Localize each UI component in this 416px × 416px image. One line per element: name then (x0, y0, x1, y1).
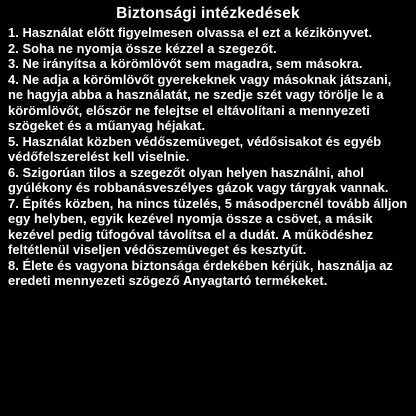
instruction-item-5: 5. Használat közben védőszemüveget, védősisakot és egyéb védőfelszerelést kell viselnie. (8, 133, 382, 164)
instruction-item-3: 3. Ne irányítsa a körömlövőt sem magadra, sem másokra. (8, 56, 363, 71)
instruction-item-2: 2. Soha ne nyomja össze kézzel a szegezőt. (8, 40, 277, 56)
instruction-item-4: 4. Ne adja a körömlövőt gyerekeknek vagy másoknak játszani, ne hagyja abba a használatát, ne szedje szét vagy törölje le a körömlövőt, először ne felejtse el eltávolítani a mennyezeti szögeket és a műanyag héjakat. (8, 71, 392, 133)
instruction-item-6: 6. Szigorúan tilos a szegezőt olyan helyen használni, ahol gyúlékony és robbanásveszélyes gázok vagy tárgyak vannak. (8, 164, 389, 195)
instruction-item-8: 8. Élete és vagyona biztonsága érdekében kérjük, használja az eredeti mennyezeti szögező Anyagtartó termékeket. (8, 257, 393, 288)
instruction-list (8, 25, 408, 289)
instruction-item-7: 7. Építés közben, ha nincs tüzelés, 5 másodpercnél tovább álljon egy helyben, egyik kezével nyomja össze a csövet, a másik kezével pedig tűfogóval távolítsa el a dudát. A működéshez feltétlenül viseljen védőszemüveget és kesztyűt. (8, 195, 408, 257)
page-title: Biztonsági intézkedések (116, 5, 300, 22)
instruction-item-1: 1. Használat előtt figyelmesen olvassa el ezt a kézikönyvet. (8, 25, 373, 40)
